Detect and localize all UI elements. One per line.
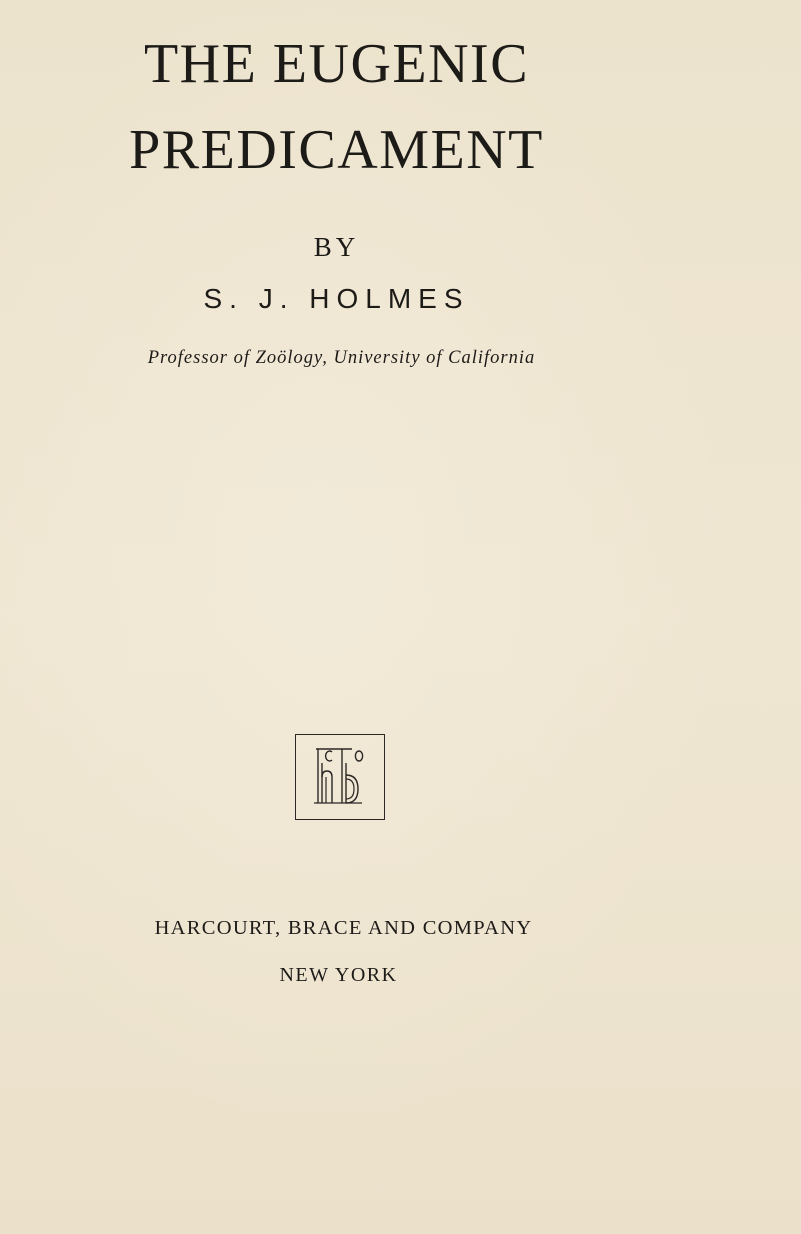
- author-affiliation: Professor of Zoölogy, University of California: [147, 348, 536, 368]
- publisher-logo-graphic: [296, 735, 384, 819]
- publisher-city: NEW YORK: [279, 964, 398, 986]
- publisher-name: HARCOURT, BRACE AND COMPANY: [154, 917, 533, 939]
- author-name: S. J. HOLMES: [203, 283, 470, 314]
- hb-publisher-mark-icon: [295, 734, 385, 820]
- book-title-line-2: PREDICAMENT: [129, 119, 544, 181]
- book-title-line-1: THE EUGENIC: [143, 33, 530, 95]
- byline: BY: [313, 232, 360, 262]
